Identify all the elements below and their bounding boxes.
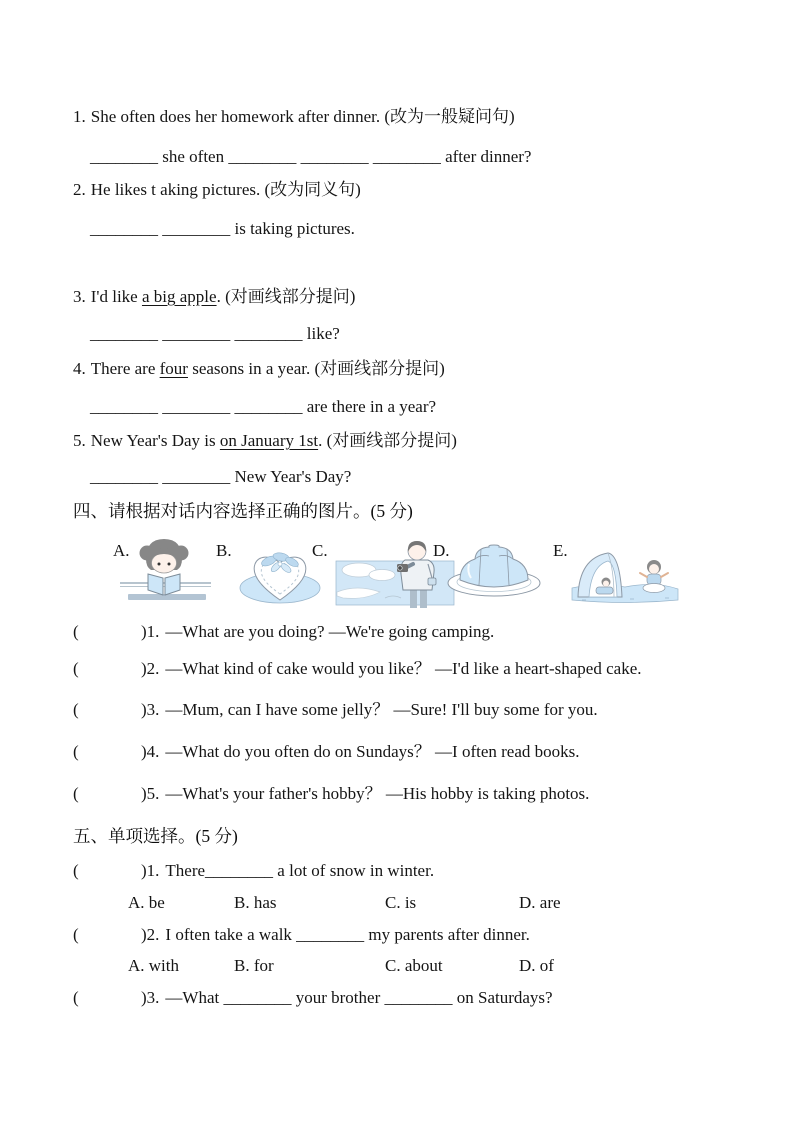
picture-option-c [335,534,455,610]
question-text: New Year's Day is [90,431,220,450]
transform-question-5 [73,431,457,451]
item-number: )3. [141,700,160,719]
question-number: 4. [73,359,86,378]
answer-paren: ( [73,988,79,1007]
item-number: )1. [141,861,160,880]
question-text: She often does her homework after dinner. [90,107,385,126]
item-number: )3. [141,988,160,1007]
choice-stem: —What ________ your brother ________ on Saturdays? [165,988,553,1007]
choice-stem: There________ a lot of snow in winter. [165,861,435,880]
answer-paren: ( [73,784,79,803]
answer-paren: ( [73,925,79,944]
dialog-text: —What's your father's hobby？ —His hobby is taking photos. [165,784,590,803]
section-5-title: 五、单项选择。(5 分) [73,826,238,846]
item-number: )4. [141,742,160,761]
option-a: A. be [128,893,165,912]
option-b: B. has [234,893,277,912]
question-text: He likes t aking pictures. [90,180,265,199]
dialog-text: —What do you often do on Sundays？ —I often read books. [165,742,580,761]
section-4-title: 四、请根据对话内容选择正确的图片。(5 分) [73,501,413,521]
picture-option-b [236,540,324,608]
option-a: A. with [128,956,179,975]
picture-option-d [445,540,543,598]
transform-question-2 [73,180,361,200]
picture-option-e [570,540,680,606]
choice-stem: I often take a walk ________ my parents after dinner. [165,925,530,944]
question-number: 2. [73,180,86,199]
item-number: )2. [141,925,160,944]
answer-blank-line-4: ________ ________ ________ are there in a year? [90,397,437,416]
heart-cake-icon [236,540,324,608]
question-number: 1. [73,107,86,126]
item-number: )5. [141,784,160,803]
option-c: C. is [385,893,417,912]
answer-blank-line-1: ________ she often ________ ________ ________ after dinner? [90,147,532,166]
option-c: C. about [385,956,443,975]
question-note: seasons in a year. (对画线部分提问) [187,359,445,378]
option-b: B. for [234,956,274,975]
answer-blank-line-5: ________ ________ New Year's Day? [90,467,352,486]
item-number: )1. [141,622,160,641]
dialog-text: —What kind of cake would you like？ —I'd like a heart-shaped cake. [165,659,642,678]
underlined-phrase: on January 1st [219,431,319,450]
picture-label-c: C. [312,541,328,560]
answer-blank-line-2: ________ ________ is taking pictures. [90,219,355,238]
transform-question-3 [73,287,355,307]
transform-question-1 [73,107,515,127]
girl-reading-icon [118,537,213,605]
dialog-text: —What are you doing? —We're going camping. [165,622,495,641]
option-d: D. are [519,893,561,912]
question-note: (改为同义句) [264,180,361,199]
question-number: 3. [73,287,86,306]
answer-blank-line-3: ________ ________ ________ like? [90,324,340,343]
underlined-phrase: four [159,359,188,378]
question-note: (改为一般疑问句) [384,107,515,126]
transform-question-4 [73,359,445,379]
item-number: )2. [141,659,160,678]
answer-paren: ( [73,742,79,761]
taking-photos-icon [335,534,455,610]
picture-label-e: E. [553,541,568,560]
answer-paren: ( [73,861,79,880]
jelly-icon [445,540,543,598]
picture-label-d: D. [433,541,450,560]
picture-label-a: A. [113,541,130,560]
question-text: There are [90,359,160,378]
picture-label-b: B. [216,541,232,560]
question-note: . (对画线部分提问) [318,431,457,450]
answer-paren: ( [73,659,79,678]
camping-icon [570,540,680,606]
answer-paren: ( [73,622,79,641]
picture-option-a [118,537,213,605]
underlined-phrase: a big apple [141,287,217,306]
question-note: . (对画线部分提问) [216,287,356,306]
option-d: D. of [519,956,554,975]
dialog-text: —Mum, can I have some jelly？ —Sure! I'll buy some for you. [165,700,598,719]
answer-paren: ( [73,700,79,719]
question-number: 5. [73,431,86,450]
question-text: I'd like [90,287,142,306]
